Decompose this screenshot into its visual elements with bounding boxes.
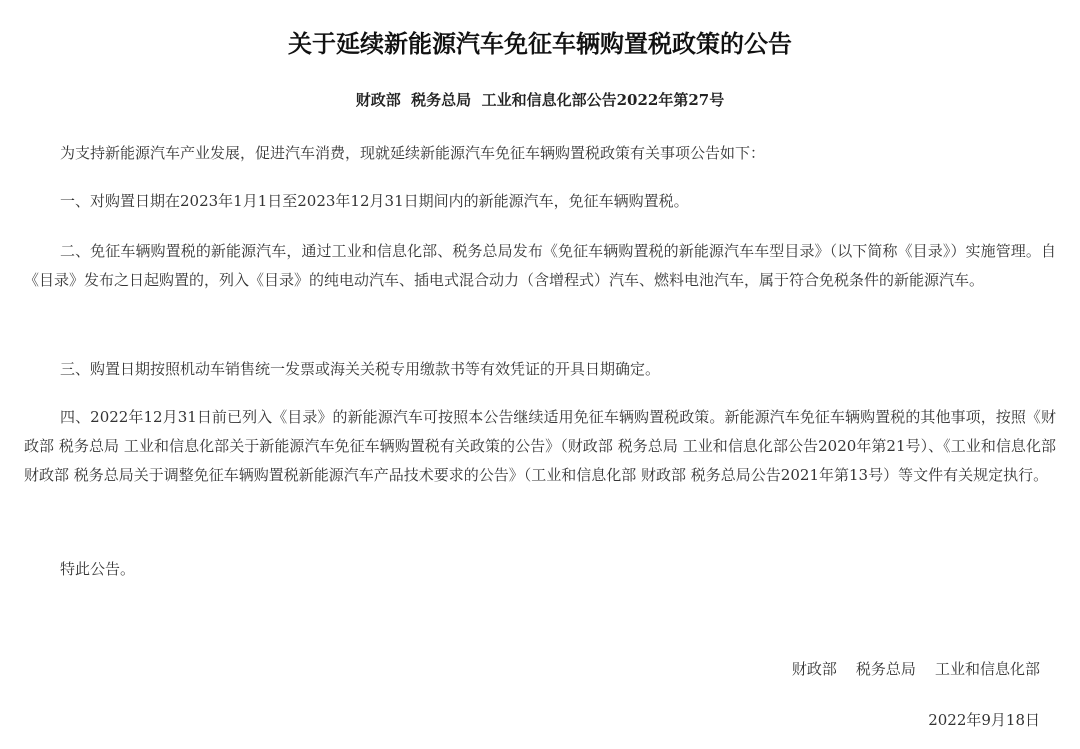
clause-1-paragraph: 一、对购置日期在2023年1月1日至2023年12月31日期间内的新能源汽车，免征车辆购置税。 xyxy=(60,192,689,210)
intro-paragraph: 为支持新能源汽车产业发展，促进汽车消费，现就延续新能源汽车免征车辆购置税政策有关事项公告如下： xyxy=(60,144,766,162)
document-title: 关于延续新能源汽车免征车辆购置税政策的公告 xyxy=(288,30,792,58)
clause-4-paragraph: 四、2022年12月31日前已列入《目录》的新能源汽车可按照本公告继续适用免征车辆购置税政策。新能源汽车免征车辆购置税的其他事项，按照《财政部 税务总局 工业和信息化部关于新能源汽车免征车辆购置税有关政策的公告》（财政部 税务总局 工业和信息化部公告2020年第21号）、《工业和信息化部 财政部 税务总局关于调整免征车辆购置税新能源汽车产品技术要求的公告》（工业和信息化部 财政部 税务总局公告2021年第13号）等文件有关规定执行。 xyxy=(24,408,1056,484)
clause-3-paragraph: 三、购置日期按照机动车销售统一发票或海关关税专用缴款书等有效凭证的开具日期确定。 xyxy=(60,360,661,378)
document-number: 财政部 税务总局 工业和信息化部公告2022年第27号 xyxy=(355,91,725,109)
clause-2-paragraph: 二、免征车辆购置税的新能源汽车，通过工业和信息化部、税务总局发布《免征车辆购置税的新能源汽车车型目录》（以下简称《目录》）实施管理。自《目录》发布之日起购置的，列入《目录》的纯电动汽车、插电式混合动力（含增程式）汽车、燃料电池汽车，属于符合免税条件的新能源汽车。 xyxy=(24,242,1056,289)
closing-paragraph: 特此公告。 xyxy=(60,560,136,578)
signature-date: 2022年9月18日 xyxy=(928,711,1040,729)
signature-organizations: 财政部 税务总局 工业和信息化部 xyxy=(791,660,1040,678)
